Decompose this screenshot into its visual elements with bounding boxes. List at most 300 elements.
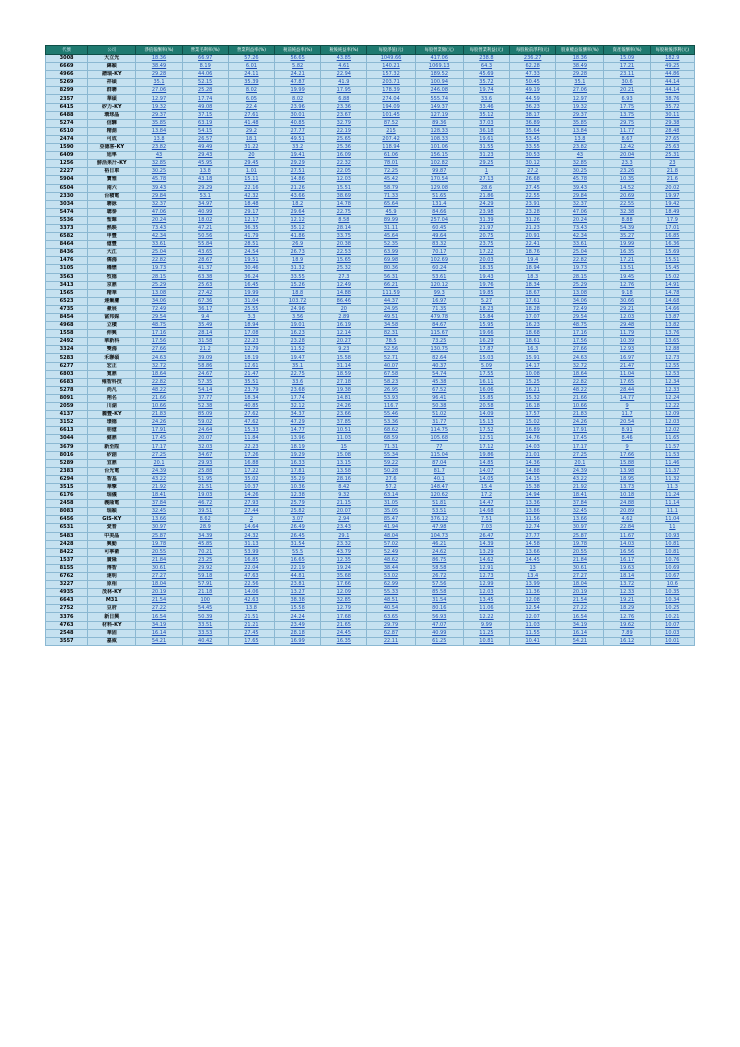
- value-link-cell[interactable]: 12.12: [275, 216, 321, 224]
- value-link-cell[interactable]: 45.78: [556, 176, 604, 184]
- value-link-cell[interactable]: 48.62: [367, 556, 415, 564]
- value-link-cell[interactable]: 12.08: [510, 597, 556, 605]
- value-link-cell[interactable]: 15.02: [510, 419, 556, 427]
- value-link-cell[interactable]: 10.39: [604, 338, 650, 346]
- value-link-cell[interactable]: 21.51: [228, 613, 274, 621]
- value-link-cell[interactable]: 6.88: [321, 95, 367, 103]
- value-link-cell[interactable]: 21.86: [463, 192, 509, 200]
- value-link-cell[interactable]: 14.62: [463, 556, 509, 564]
- value-link-cell[interactable]: 8.67: [604, 135, 650, 143]
- value-link-cell[interactable]: 10.81: [463, 637, 509, 645]
- value-link-cell[interactable]: 43.22: [136, 475, 182, 483]
- value-link-cell[interactable]: 38.17: [510, 111, 556, 119]
- value-link-cell[interactable]: 3.56: [275, 314, 321, 322]
- value-link-cell[interactable]: 15.95: [463, 322, 509, 330]
- value-link-cell[interactable]: 17.01: [650, 224, 694, 232]
- value-link-cell[interactable]: 23.43: [321, 524, 367, 532]
- value-link-cell[interactable]: 34.58: [367, 322, 415, 330]
- value-link-cell[interactable]: 12.53: [650, 370, 694, 378]
- value-link-cell[interactable]: 19.86: [463, 451, 509, 459]
- value-link-cell[interactable]: 27.22: [136, 605, 182, 613]
- value-link-cell[interactable]: 84.66: [415, 208, 463, 216]
- value-link-cell[interactable]: 15.13: [463, 419, 509, 427]
- value-link-cell[interactable]: 15.84: [463, 314, 509, 322]
- value-link-cell[interactable]: 15.26: [275, 281, 321, 289]
- value-link-cell[interactable]: 15.4: [463, 483, 509, 491]
- value-link-cell[interactable]: 23.11: [604, 71, 650, 79]
- value-link-cell[interactable]: 18.2: [275, 200, 321, 208]
- value-link-cell[interactable]: 13.87: [650, 314, 694, 322]
- value-link-cell[interactable]: 25.63: [182, 281, 228, 289]
- value-link-cell[interactable]: 17.74: [182, 95, 228, 103]
- value-link-cell[interactable]: 14.85: [463, 459, 509, 467]
- value-link-cell[interactable]: 27.66: [136, 346, 182, 354]
- value-link-cell[interactable]: 37.84: [136, 500, 182, 508]
- value-link-cell[interactable]: 21.84: [136, 556, 182, 564]
- value-link-cell[interactable]: 27.93: [228, 500, 274, 508]
- value-link-cell[interactable]: 33.51: [182, 621, 228, 629]
- value-link-cell[interactable]: 17.68: [321, 613, 367, 621]
- value-link-cell[interactable]: 17.16: [136, 330, 182, 338]
- value-link-cell[interactable]: 11: [650, 524, 694, 532]
- value-link-cell[interactable]: 16.97: [604, 354, 650, 362]
- value-link-cell[interactable]: 18.48: [228, 200, 274, 208]
- value-link-cell[interactable]: 66.21: [367, 281, 415, 289]
- value-link-cell[interactable]: 11.77: [604, 127, 650, 135]
- value-link-cell[interactable]: 32.12: [275, 403, 321, 411]
- value-link-cell[interactable]: 14.77: [275, 427, 321, 435]
- value-link-cell[interactable]: 15.25: [510, 378, 556, 386]
- value-link-cell[interactable]: 27.65: [650, 135, 694, 143]
- value-link-cell[interactable]: 12.97: [556, 95, 604, 103]
- value-link-cell[interactable]: 12.17: [228, 216, 274, 224]
- value-link-cell[interactable]: 20.21: [604, 87, 650, 95]
- value-link-cell[interactable]: 32.45: [556, 508, 604, 516]
- value-link-cell[interactable]: 55.84: [182, 241, 228, 249]
- value-link-cell[interactable]: 53.1: [182, 192, 228, 200]
- value-link-cell[interactable]: 19.42: [650, 200, 694, 208]
- value-link-cell[interactable]: 14.91: [650, 281, 694, 289]
- value-link-cell[interactable]: 42.34: [136, 233, 182, 241]
- value-link-cell[interactable]: 16.35: [604, 249, 650, 257]
- value-link-cell[interactable]: 21.8: [650, 168, 694, 176]
- value-link-cell[interactable]: 32.85: [136, 160, 182, 168]
- value-link-cell[interactable]: 40.99: [415, 629, 463, 637]
- value-link-cell[interactable]: 62.99: [367, 581, 415, 589]
- value-link-cell[interactable]: 18.67: [510, 289, 556, 297]
- value-link-cell[interactable]: 16.09: [321, 152, 367, 160]
- value-link-cell[interactable]: 27.66: [556, 346, 604, 354]
- value-link-cell[interactable]: 44.14: [650, 87, 694, 95]
- value-link-cell[interactable]: 26.95: [367, 386, 415, 394]
- value-link-cell[interactable]: 60.45: [415, 224, 463, 232]
- value-link-cell[interactable]: 99.87: [415, 168, 463, 176]
- value-link-cell[interactable]: 18.94: [228, 322, 274, 330]
- value-link-cell[interactable]: 25.29: [556, 281, 604, 289]
- value-link-cell[interactable]: 32.72: [556, 362, 604, 370]
- value-link-cell[interactable]: 62.28: [510, 63, 556, 71]
- value-link-cell[interactable]: 27.45: [228, 629, 274, 637]
- value-link-cell[interactable]: 56.31: [367, 273, 415, 281]
- value-link-cell[interactable]: 115.67: [415, 330, 463, 338]
- value-link-cell[interactable]: 16.54: [136, 613, 182, 621]
- value-link-cell[interactable]: 19.38: [321, 386, 367, 394]
- value-link-cell[interactable]: 15.58: [275, 605, 321, 613]
- value-link-cell[interactable]: 14.03: [604, 540, 650, 548]
- value-link-cell[interactable]: 11.32: [650, 475, 694, 483]
- value-link-cell[interactable]: 27.22: [556, 605, 604, 613]
- value-link-cell[interactable]: 9.99: [463, 621, 509, 629]
- value-link-cell[interactable]: 24.26: [136, 419, 182, 427]
- value-link-cell[interactable]: 16.12: [604, 637, 650, 645]
- value-link-cell[interactable]: 11.03: [321, 435, 367, 443]
- value-link-cell[interactable]: 21.65: [321, 621, 367, 629]
- value-link-cell[interactable]: 20.04: [604, 152, 650, 160]
- value-link-cell[interactable]: 38.49: [556, 63, 604, 71]
- value-link-cell[interactable]: 10.08: [510, 370, 556, 378]
- value-link-cell[interactable]: 18.41: [556, 492, 604, 500]
- value-link-cell[interactable]: 44.06: [182, 71, 228, 79]
- value-link-cell[interactable]: 23.66: [321, 411, 367, 419]
- value-link-cell[interactable]: 10.66: [556, 403, 604, 411]
- value-link-cell[interactable]: 11.65: [650, 435, 694, 443]
- value-link-cell[interactable]: 257.04: [415, 216, 463, 224]
- value-link-cell[interactable]: 22.75: [275, 370, 321, 378]
- value-link-cell[interactable]: 31.54: [415, 597, 463, 605]
- value-link-cell[interactable]: 14.58: [510, 540, 556, 548]
- value-link-cell[interactable]: 24.39: [556, 467, 604, 475]
- value-link-cell[interactable]: 67.58: [367, 370, 415, 378]
- value-link-cell[interactable]: 31.54: [275, 540, 321, 548]
- value-link-cell[interactable]: 25.31: [650, 152, 694, 160]
- value-link-cell[interactable]: 10.6: [650, 581, 694, 589]
- value-link-cell[interactable]: 27.27: [136, 573, 182, 581]
- value-link-cell[interactable]: 24.29: [463, 200, 509, 208]
- value-link-cell[interactable]: 16.11: [463, 378, 509, 386]
- value-link-cell[interactable]: 64.3: [463, 63, 509, 71]
- value-link-cell[interactable]: 19.63: [604, 564, 650, 572]
- value-link-cell[interactable]: 12.42: [604, 144, 650, 152]
- value-link-cell[interactable]: 49.51: [367, 314, 415, 322]
- value-link-cell[interactable]: 17.91: [556, 427, 604, 435]
- value-link-cell[interactable]: 23.96: [275, 103, 321, 111]
- value-link-cell[interactable]: 71.35: [415, 305, 463, 313]
- value-link-cell[interactable]: 8.58: [321, 216, 367, 224]
- value-link-cell[interactable]: 19.29: [275, 451, 321, 459]
- value-link-cell[interactable]: 14.36: [510, 459, 556, 467]
- value-link-cell[interactable]: 28.14: [182, 330, 228, 338]
- value-link-cell[interactable]: 12.33: [650, 386, 694, 394]
- value-link-cell[interactable]: 14.17: [510, 362, 556, 370]
- value-link-cell[interactable]: 25.36: [321, 144, 367, 152]
- value-link-cell[interactable]: 18.76: [510, 249, 556, 257]
- value-link-cell[interactable]: 61.25: [415, 637, 463, 645]
- value-link-cell[interactable]: 23.98: [463, 208, 509, 216]
- value-link-cell[interactable]: 9.18: [604, 289, 650, 297]
- value-link-cell[interactable]: 24.45: [321, 629, 367, 637]
- value-link-cell[interactable]: 11.52: [275, 346, 321, 354]
- value-link-cell[interactable]: 23.82: [136, 144, 182, 152]
- value-link-cell[interactable]: 53.99: [228, 548, 274, 556]
- value-link-cell[interactable]: 21.47: [228, 370, 274, 378]
- value-link-cell[interactable]: 23.81: [275, 581, 321, 589]
- value-link-cell[interactable]: 45.69: [463, 71, 509, 79]
- value-link-cell[interactable]: 6.01: [228, 63, 274, 71]
- value-link-cell[interactable]: 13.84: [136, 127, 182, 135]
- value-link-cell[interactable]: 129.08: [415, 184, 463, 192]
- value-link-cell[interactable]: 24.63: [556, 354, 604, 362]
- value-link-cell[interactable]: 21.51: [182, 483, 228, 491]
- value-link-cell[interactable]: 11.36: [510, 589, 556, 597]
- value-link-cell[interactable]: 15.69: [650, 249, 694, 257]
- value-link-cell[interactable]: 38.76: [650, 95, 694, 103]
- value-link-cell[interactable]: 21.23: [510, 224, 556, 232]
- column-header[interactable]: 每股營業額(元): [415, 46, 463, 55]
- value-link-cell[interactable]: 15.85: [463, 394, 509, 402]
- value-link-cell[interactable]: 9.23: [321, 346, 367, 354]
- value-link-cell[interactable]: 40.99: [182, 208, 228, 216]
- value-link-cell[interactable]: 8.42: [321, 483, 367, 491]
- value-link-cell[interactable]: 48.51: [367, 597, 415, 605]
- value-link-cell[interactable]: 41.48: [228, 119, 274, 127]
- value-link-cell[interactable]: 376.12: [415, 516, 463, 524]
- value-link-cell[interactable]: 21.47: [604, 362, 650, 370]
- value-link-cell[interactable]: 25.88: [182, 467, 228, 475]
- value-link-cell[interactable]: 10.51: [321, 427, 367, 435]
- value-link-cell[interactable]: 21.01: [510, 451, 556, 459]
- value-link-cell[interactable]: 14.09: [463, 411, 509, 419]
- value-link-cell[interactable]: 80.36: [367, 265, 415, 273]
- value-link-cell[interactable]: 23.68: [275, 386, 321, 394]
- value-link-cell[interactable]: 35.12: [275, 224, 321, 232]
- value-link-cell[interactable]: 21.54: [136, 597, 182, 605]
- value-link-cell[interactable]: 25.87: [556, 532, 604, 540]
- value-link-cell[interactable]: 12.22: [650, 403, 694, 411]
- value-link-cell[interactable]: 59.18: [182, 573, 228, 581]
- value-link-cell[interactable]: 1.01: [228, 168, 274, 176]
- value-link-cell[interactable]: 99.3: [415, 289, 463, 297]
- value-link-cell[interactable]: 59.02: [182, 419, 228, 427]
- value-link-cell[interactable]: 52.15: [182, 79, 228, 87]
- value-link-cell[interactable]: 102.82: [415, 160, 463, 168]
- value-link-cell[interactable]: 29.25: [463, 160, 509, 168]
- value-link-cell[interactable]: 19.47: [275, 354, 321, 362]
- value-link-cell[interactable]: 17.74: [275, 394, 321, 402]
- value-link-cell[interactable]: 16.45: [228, 281, 274, 289]
- value-link-cell[interactable]: 11.06: [463, 605, 509, 613]
- value-link-cell[interactable]: 12.97: [136, 95, 182, 103]
- value-link-cell[interactable]: 10.67: [650, 573, 694, 581]
- value-link-cell[interactable]: 13.36: [510, 500, 556, 508]
- value-link-cell[interactable]: 24.11: [228, 71, 274, 79]
- value-link-cell[interactable]: 49.08: [182, 103, 228, 111]
- value-link-cell[interactable]: 77: [415, 443, 463, 451]
- value-link-cell[interactable]: 61.06: [367, 152, 415, 160]
- value-link-cell[interactable]: 26.9: [275, 241, 321, 249]
- value-link-cell[interactable]: 18.19: [275, 443, 321, 451]
- value-link-cell[interactable]: 50.28: [367, 467, 415, 475]
- value-link-cell[interactable]: 67.52: [415, 386, 463, 394]
- value-link-cell[interactable]: 45.78: [136, 176, 182, 184]
- value-link-cell[interactable]: 54.21: [136, 637, 182, 645]
- value-link-cell[interactable]: 15.02: [650, 273, 694, 281]
- value-link-cell[interactable]: 5.82: [275, 63, 321, 71]
- value-link-cell[interactable]: 31.39: [463, 216, 509, 224]
- value-link-cell[interactable]: 46.21: [415, 540, 463, 548]
- value-link-cell[interactable]: 17.65: [604, 378, 650, 386]
- value-link-cell[interactable]: 31.32: [275, 265, 321, 273]
- value-link-cell[interactable]: 21.15: [321, 500, 367, 508]
- value-link-cell[interactable]: 12.61: [228, 362, 274, 370]
- value-link-cell[interactable]: 56.93: [415, 613, 463, 621]
- value-link-cell[interactable]: 30.97: [136, 524, 182, 532]
- value-link-cell[interactable]: 18.29: [604, 605, 650, 613]
- value-link-cell[interactable]: 14.77: [604, 394, 650, 402]
- value-link-cell[interactable]: 11.24: [650, 492, 694, 500]
- value-link-cell[interactable]: 16.36: [650, 241, 694, 249]
- value-link-cell[interactable]: 20.24: [136, 216, 182, 224]
- value-link-cell[interactable]: 10.34: [650, 597, 694, 605]
- value-link-cell[interactable]: 27.6: [367, 475, 415, 483]
- value-link-cell[interactable]: 18.1: [228, 135, 274, 143]
- value-link-cell[interactable]: 29.1: [321, 532, 367, 540]
- value-link-cell[interactable]: 69.98: [367, 257, 415, 265]
- value-link-cell[interactable]: 29.43: [182, 152, 228, 160]
- value-link-cell[interactable]: 11.03: [510, 621, 556, 629]
- value-link-cell[interactable]: 203.71: [367, 79, 415, 87]
- value-link-cell[interactable]: 30.6: [604, 79, 650, 87]
- value-link-cell[interactable]: 44.59: [510, 95, 556, 103]
- value-link-cell[interactable]: 11.53: [650, 451, 694, 459]
- value-link-cell[interactable]: 78.01: [367, 160, 415, 168]
- value-link-cell[interactable]: 17.95: [321, 87, 367, 95]
- value-link-cell[interactable]: 24.54: [228, 249, 274, 257]
- value-link-cell[interactable]: 20.27: [321, 338, 367, 346]
- value-link-cell[interactable]: 17.57: [510, 411, 556, 419]
- value-link-cell[interactable]: 81.7: [415, 467, 463, 475]
- value-link-cell[interactable]: 13.86: [510, 508, 556, 516]
- value-link-cell[interactable]: 21.84: [556, 556, 604, 564]
- value-link-cell[interactable]: 80.16: [415, 605, 463, 613]
- value-link-cell[interactable]: 8.62: [182, 516, 228, 524]
- value-link-cell[interactable]: 44.14: [650, 79, 694, 87]
- value-link-cell[interactable]: 19.74: [463, 87, 509, 95]
- value-link-cell[interactable]: 85.09: [182, 411, 228, 419]
- value-link-cell[interactable]: 32.37: [556, 200, 604, 208]
- value-link-cell[interactable]: 194.09: [367, 103, 415, 111]
- value-link-cell[interactable]: 21.26: [275, 184, 321, 192]
- column-header[interactable]: 每股稅前淨利(元): [510, 46, 556, 55]
- value-link-cell[interactable]: 156.15: [415, 152, 463, 160]
- value-link-cell[interactable]: 12.49: [321, 281, 367, 289]
- value-link-cell[interactable]: 140.21: [367, 63, 415, 71]
- value-link-cell[interactable]: 27.62: [228, 411, 274, 419]
- value-link-cell[interactable]: 34.39: [182, 532, 228, 540]
- value-link-cell[interactable]: 40.37: [415, 362, 463, 370]
- value-link-cell[interactable]: 30.61: [556, 564, 604, 572]
- value-link-cell[interactable]: 32.45: [136, 508, 182, 516]
- value-link-cell[interactable]: 19.51: [228, 257, 274, 265]
- value-link-cell[interactable]: 7.89: [604, 629, 650, 637]
- value-link-cell[interactable]: 18.04: [556, 581, 604, 589]
- column-header[interactable]: 淨值報酬率(%): [136, 46, 182, 55]
- value-link-cell[interactable]: 38.69: [321, 192, 367, 200]
- value-link-cell[interactable]: 48.04: [367, 532, 415, 540]
- value-link-cell[interactable]: 12.54: [510, 605, 556, 613]
- value-link-cell[interactable]: 63.38: [182, 273, 228, 281]
- value-link-cell[interactable]: 34.06: [136, 297, 182, 305]
- value-link-cell[interactable]: 15.58: [321, 354, 367, 362]
- value-link-cell[interactable]: 23.28: [275, 338, 321, 346]
- value-link-cell[interactable]: 9: [604, 443, 650, 451]
- value-link-cell[interactable]: 16.23: [510, 322, 556, 330]
- value-link-cell[interactable]: 14.47: [463, 500, 509, 508]
- value-link-cell[interactable]: 52.49: [367, 548, 415, 556]
- value-link-cell[interactable]: 22.82: [136, 257, 182, 265]
- value-link-cell[interactable]: 5.27: [463, 297, 509, 305]
- value-link-cell[interactable]: 87.52: [367, 119, 415, 127]
- value-link-cell[interactable]: 28.48: [650, 127, 694, 135]
- value-link-cell[interactable]: 54.74: [415, 370, 463, 378]
- value-link-cell[interactable]: 30.66: [604, 297, 650, 305]
- value-link-cell[interactable]: 18.28: [510, 305, 556, 313]
- value-link-cell[interactable]: 19.73: [556, 265, 604, 273]
- column-header[interactable]: 資產報酬率(%): [604, 46, 650, 55]
- value-link-cell[interactable]: 23.28: [510, 208, 556, 216]
- value-link-cell[interactable]: 89.99: [367, 216, 415, 224]
- value-link-cell[interactable]: 18.61: [510, 338, 556, 346]
- value-link-cell[interactable]: 17.17: [136, 443, 182, 451]
- value-link-cell[interactable]: 12.74: [510, 524, 556, 532]
- value-link-cell[interactable]: 33.55: [510, 144, 556, 152]
- value-link-cell[interactable]: 37.77: [182, 394, 228, 402]
- value-link-cell[interactable]: 19.99: [604, 241, 650, 249]
- column-header[interactable]: 稅後純益率(%): [321, 46, 367, 55]
- value-link-cell[interactable]: 19.45: [604, 273, 650, 281]
- value-link-cell[interactable]: 45.95: [182, 160, 228, 168]
- value-link-cell[interactable]: 20.19: [136, 589, 182, 597]
- column-header[interactable]: 代號: [46, 46, 88, 55]
- value-link-cell[interactable]: 32.85: [321, 597, 367, 605]
- value-link-cell[interactable]: 41.86: [275, 233, 321, 241]
- column-header[interactable]: 股東權益報酬率(%): [556, 46, 604, 55]
- value-link-cell[interactable]: 28.44: [604, 386, 650, 394]
- value-link-cell[interactable]: 27.06: [556, 87, 604, 95]
- value-link-cell[interactable]: 8.02: [275, 95, 321, 103]
- value-link-cell[interactable]: 23.36: [321, 103, 367, 111]
- value-link-cell[interactable]: 68.62: [367, 427, 415, 435]
- value-link-cell[interactable]: 35.85: [136, 119, 182, 127]
- value-link-cell[interactable]: 15.08: [321, 451, 367, 459]
- value-link-cell[interactable]: 103.72: [275, 297, 321, 305]
- value-link-cell[interactable]: 12.79: [228, 346, 274, 354]
- value-link-cell[interactable]: 33.6: [275, 378, 321, 386]
- value-link-cell[interactable]: 24.88: [604, 500, 650, 508]
- value-link-cell[interactable]: 57.02: [367, 540, 415, 548]
- column-header[interactable]: 稅前純益率(%): [275, 46, 321, 55]
- value-link-cell[interactable]: 12.14: [321, 330, 367, 338]
- value-link-cell[interactable]: 236.27: [510, 55, 556, 63]
- value-link-cell[interactable]: 19.99: [275, 87, 321, 95]
- value-link-cell[interactable]: 15.65: [321, 257, 367, 265]
- value-link-cell[interactable]: 14.07: [463, 467, 509, 475]
- value-link-cell[interactable]: 31.55: [463, 144, 509, 152]
- value-link-cell[interactable]: 60.24: [415, 265, 463, 273]
- value-link-cell[interactable]: 25.87: [136, 532, 182, 540]
- value-link-cell[interactable]: 13.4: [510, 573, 556, 581]
- value-link-cell[interactable]: 12.38: [275, 492, 321, 500]
- value-link-cell[interactable]: 44.37: [367, 297, 415, 305]
